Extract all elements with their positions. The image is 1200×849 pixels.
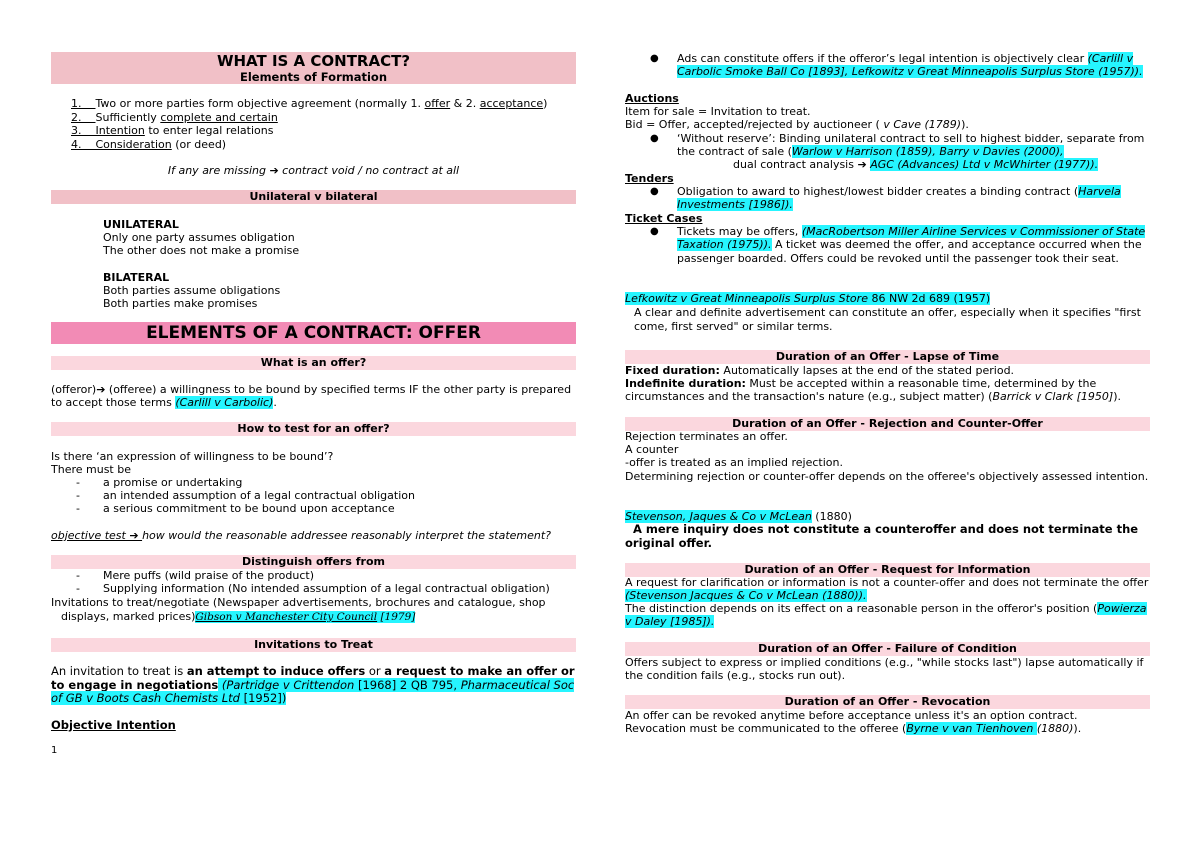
what-offer-text: (offeror)➔ (offeree) a willingness to be bound by specified terms IF the other party is prepared to accept those terms (Carlill v Carbolic).	[51, 383, 572, 410]
lefkowitz-case: Lefkowitz v Great Minneapolis Surplus Store 86 NW 2d 689 (1957)	[625, 292, 991, 305]
request-heading: Duration of an Offer - Request for Information	[625, 563, 1150, 577]
dash-bullet: -	[76, 569, 80, 582]
offer-heading: ELEMENTS OF A CONTRACT: OFFER	[51, 322, 576, 344]
itt-heading: Invitations to Treat	[51, 638, 576, 652]
lapse-indefinite: Indefinite duration: Must be accepted within a reasonable time, determined by the circumstances and the transaction's nature (e.g., subject matter) (Barrick v Clark [1950]).	[625, 377, 1121, 404]
dash-bullet: -	[76, 502, 80, 515]
distinguish-heading: Distinguish offers from	[51, 555, 576, 569]
objective-intention-heading: Objective Intention	[51, 718, 176, 732]
auctions-heading: Auctions	[625, 92, 679, 105]
rejection-heading: Duration of an Offer - Rejection and Counter-Offer	[625, 417, 1150, 431]
unilateral-line: Only one party assumes obligation	[103, 231, 295, 244]
bilateral-title: BILATERAL	[103, 271, 170, 284]
rejection-line: Determining rejection or counter-offer depends on the offeree's objectively assessed intention.	[625, 470, 1149, 483]
stevenson-text: A mere inquiry does not constitute a counteroffer and does not terminate the original offer.	[625, 522, 1139, 550]
bilateral-line: Both parties make promises	[103, 297, 258, 310]
bilateral-line: Both parties assume obligations	[103, 284, 281, 297]
ads-text: Ads can constitute offers if the offeror’s legal intention is objectively clear (Carlill v Carbolic Smoke Ball Co [1893], Lefkowitz v Great Minneapolis Surplus Store (1957)).	[677, 52, 1143, 79]
rejection-line: Rejection terminates an offer.	[625, 430, 788, 443]
dash-bullet: -	[76, 582, 80, 595]
element-1: 1. Two or more parties form objective agreement (normally 1. offer & 2. acceptance)	[71, 97, 548, 110]
dash-bullet: -	[76, 476, 80, 489]
itt-line: Invitations to treat/negotiate (Newspaper advertisements, brochures and catalogue, shop	[51, 596, 546, 609]
what-offer-heading: What is an offer?	[51, 356, 576, 370]
without-reserve-text: ‘Without reserve’: Binding unilateral contract to sell to highest bidder, separate from the contract of sale (Warlow v Harrison (1859), Barry v Davies (2000),	[677, 132, 1145, 159]
dual-contract-line: dual contract analysis ➔ AGC (Advances) Ltd v McWhirter (1977)).	[733, 158, 1099, 171]
tickets-text: Tickets may be offers, (MacRobertson Miller Airline Services v Commissioner of State Taxation (1975)). A ticket was deemed the offer, and acceptance occurred when the passenger boarded. Offers could be revoked until the passenger took their seat.	[677, 225, 1146, 265]
unilateral-line: The other does not make a promise	[103, 244, 300, 257]
test-item: an intended assumption of a legal contractual obligation	[103, 489, 415, 502]
test-must: There must be	[51, 463, 131, 476]
itt-line: displays, marked prices)Gibson v Manchester City Council [1979]	[61, 610, 416, 623]
test-item: a serious commitment to be bound upon acceptance	[103, 502, 395, 515]
page-title: WHAT IS A CONTRACT?	[51, 52, 576, 70]
lapse-fixed: Fixed duration: Automatically lapses at the end of the stated period.	[625, 364, 1015, 377]
element-3: 3. Intention to enter legal relations	[71, 124, 274, 137]
uni-bi-heading: Unilateral v bilateral	[51, 190, 576, 204]
element-2: 2. Sufficiently complete and certain	[71, 111, 278, 124]
missing-note: If any are missing ➔ contract void / no contract at all	[167, 164, 460, 177]
tenders-text: Obligation to award to highest/lowest bidder creates a binding contract (Harvela Investments [1986]).	[677, 185, 1121, 212]
tenders-heading: Tenders	[625, 172, 674, 185]
distinguish-item: Supplying information (No intended assumption of a legal contractual obligation)	[103, 582, 550, 595]
auctions-line: Bid = Offer, accepted/rejected by auctioneer ( v Cave (1789)).	[625, 118, 969, 131]
dash-bullet: -	[76, 489, 80, 502]
revocation-line: An offer can be revoked anytime before acceptance unless it's an option contract.	[625, 709, 1078, 722]
bullet-icon: ●	[650, 226, 659, 237]
revocation-heading: Duration of an Offer - Revocation	[625, 695, 1150, 709]
lapse-heading: Duration of an Offer - Lapse of Time	[625, 350, 1150, 364]
test-question: Is there ‘an expression of willingness to be bound’?	[51, 450, 334, 463]
stevenson-case: Stevenson, Jaques & Co v McLean (1880)	[625, 510, 852, 523]
failure-heading: Duration of an Offer - Failure of Condition	[625, 642, 1150, 656]
itt-definition: An invitation to treat is an attempt to induce offers or a request to make an offer or to engage in negotiations (Partridge v Crittendon [1968] 2 QB 795, Pharmaceutical Soc of GB v Boots Cash Chemists Ltd [1952])	[51, 664, 575, 705]
rejection-line: -offer is treated as an implied rejection.	[625, 456, 843, 469]
rejection-line: A counter	[625, 443, 679, 456]
element-4: 4. Consideration (or deed)	[71, 138, 227, 151]
failure-text: Offers subject to express or implied conditions (e.g., "while stocks last") lapse automatically if the condition fails (e.g., stocks run out).	[625, 656, 1144, 683]
distinguish-item: Mere puffs (wild praise of the product)	[103, 569, 314, 582]
bullet-icon: ●	[650, 53, 659, 64]
revocation-line: Revocation must be communicated to the offeree (Byrne v van Tienhoven (1880)).	[625, 722, 1082, 735]
tickets-heading: Ticket Cases	[625, 212, 703, 225]
lefkowitz-text: A clear and definite advertisement can constitute an offer, especially when it specifies "first come, first served" or similar terms.	[634, 306, 1141, 333]
request-distinction: The distinction depends on its effect on a reasonable person in the offeror's position (Powierza v Daley [1985]).	[625, 602, 1147, 629]
page-number: 1	[51, 745, 58, 756]
bullet-icon: ●	[650, 133, 659, 144]
bullet-icon: ●	[650, 186, 659, 197]
elements-subtitle: Elements of Formation	[51, 70, 576, 84]
auctions-line: Item for sale = Invitation to treat.	[625, 105, 811, 118]
test-item: a promise or undertaking	[103, 476, 243, 489]
objective-test: objective test ➔ how would the reasonable addressee reasonably interpret the statement?	[51, 529, 552, 542]
request-text: A request for clarification or information is not a counter-offer and does not terminate the offer (Stevenson Jacques & Co v McLean (1880)).	[625, 576, 1149, 603]
unilateral-title: UNILATERAL	[103, 218, 179, 231]
test-heading: How to test for an offer?	[51, 422, 576, 436]
